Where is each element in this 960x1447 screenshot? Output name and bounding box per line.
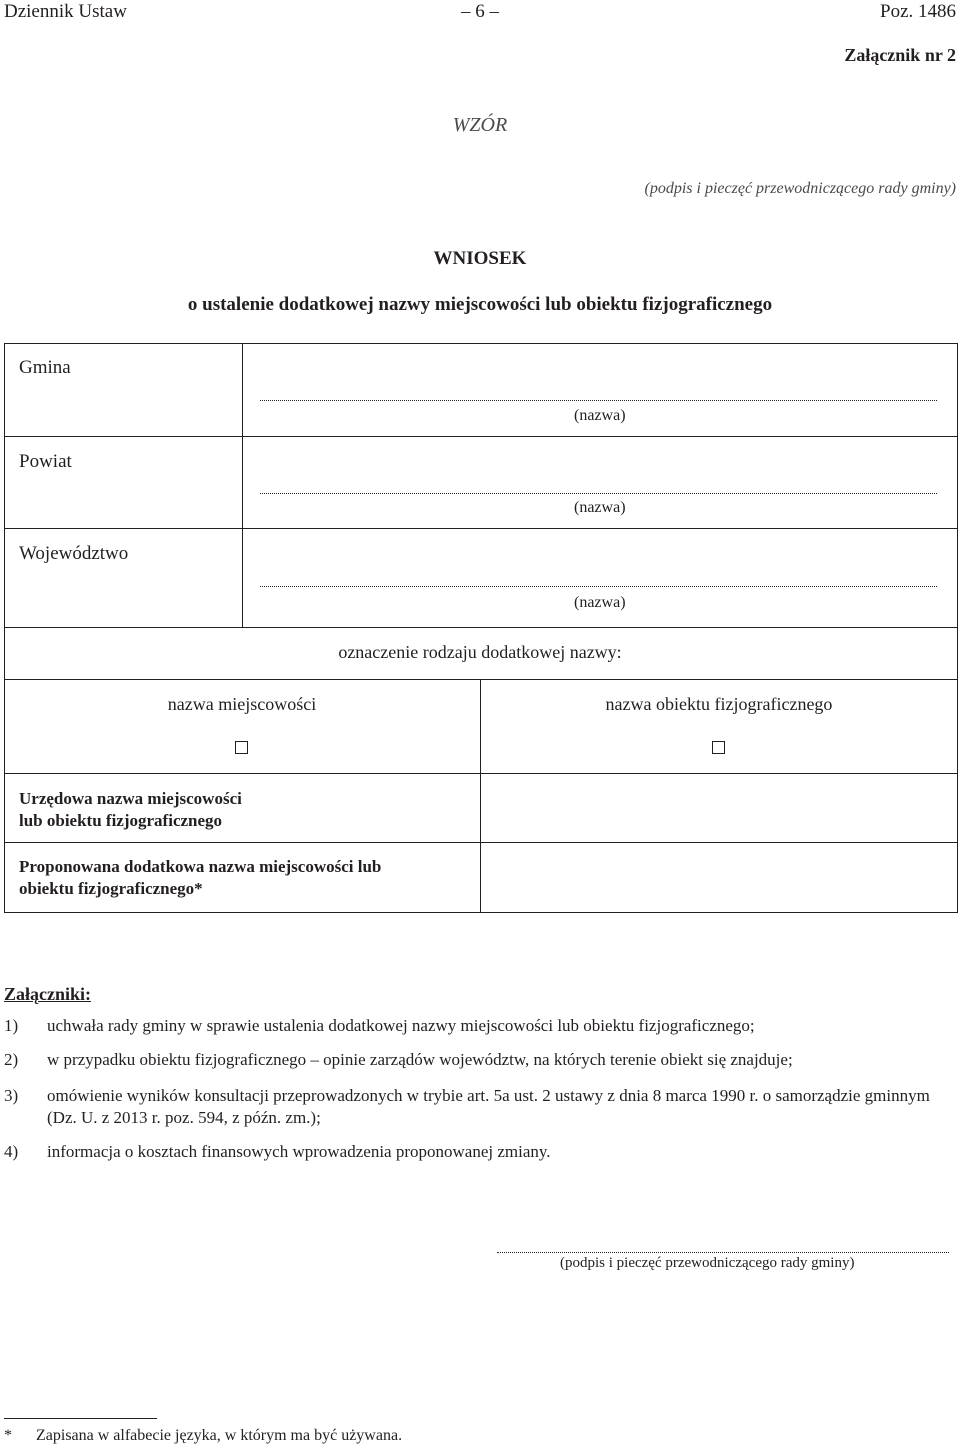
list-item-number: 4) (4, 1142, 19, 1161)
list-item (4, 1049, 956, 1073)
list-item-text: omówienie wyników konsultacji przeprowadzonych w trybie art. 5a ust. 2 ustawy z dnia 8 marca 1990 r. o samorządzie gminnym (Dz. U. z 2013 r. poz. 594, z późn. zm.); (47, 1086, 930, 1127)
signature-line[interactable] (497, 1252, 949, 1253)
template-label: WZÓR (452, 114, 508, 136)
row-line (4, 773, 958, 774)
gmina-hint: (nazwa) (574, 407, 626, 424)
official-name-line2: lub obiektu fizjograficznego (19, 811, 223, 830)
document-subtitle: o ustalenie dodatkowej nazwy miejscowości lub obiektu fizjograficznego (187, 294, 773, 315)
proposed-name-line1: Proponowana dodatkowa nazwa miejscowości lub (19, 857, 382, 876)
footnote-mark: * (4, 1427, 12, 1444)
type-locality-checkbox[interactable] (235, 741, 248, 754)
row-line (4, 436, 958, 437)
official-name-line1: Urzędowa nazwa miejscowości (19, 789, 242, 808)
gmina-name-field[interactable] (260, 400, 937, 401)
name-type-header: oznaczenie rodzaju dodatkowej nazwy: (338, 642, 622, 662)
row-line (4, 679, 958, 680)
proposed-name-line2: obiektu fizjograficznego* (19, 879, 203, 898)
list-item (4, 1085, 956, 1131)
type-option-locality-label: nazwa miejscowości (167, 694, 317, 714)
list-item-text: w przypadku obiektu fizjograficznego – opinie zarządów województw, na których terenie obiekt się znajduje; (47, 1050, 793, 1069)
wojewodztwo-hint: (nazwa) (574, 594, 626, 611)
powiat-label: Powiat (19, 451, 72, 472)
type-physiographic-checkbox[interactable] (712, 741, 725, 754)
proposed-name-field[interactable] (484, 846, 954, 910)
row-line (4, 842, 958, 843)
position-number: Poz. 1486 (880, 1, 956, 22)
gmina-label: Gmina (19, 357, 71, 378)
official-name-label (19, 788, 242, 832)
signature-caption: (podpis i pieczęć przewodniczącego rady gminy) (560, 1255, 855, 1271)
list-item-text: informacja o kosztach finansowych wprowadzenia proponowanej zmiany. (47, 1142, 551, 1161)
type-option-physiographic-label: nazwa obiektu fizjograficznego (605, 694, 833, 714)
list-item-text: uchwała rady gminy w sprawie ustalenia dodatkowej nazwy miejscowości lub obiektu fizjograficznego; (47, 1016, 755, 1035)
wojewodztwo-name-field[interactable] (260, 586, 937, 587)
stamp-caption: (podpis i pieczęć przewodniczącego rady gminy) (644, 180, 956, 197)
row-line (4, 627, 958, 628)
list-item (4, 1141, 956, 1165)
footnote-text: Zapisana w alfabecie języka, w którym ma być używana. (36, 1427, 403, 1444)
powiat-name-field[interactable] (260, 493, 937, 494)
page-number: – 6 – (461, 1, 499, 22)
list-item-number: 2) (4, 1050, 19, 1069)
row-line (4, 528, 958, 529)
powiat-hint: (nazwa) (574, 499, 626, 516)
wojewodztwo-label: Województwo (19, 543, 129, 564)
proposed-name-label (19, 856, 381, 900)
annex-label: Załącznik nr 2 (844, 45, 956, 65)
document-title: WNIOSEK (433, 248, 527, 269)
list-item (4, 1015, 956, 1039)
form-divider-top (242, 343, 243, 628)
journal-title: Dziennik Ustaw (4, 1, 127, 22)
attachments-heading: Załączniki: (4, 984, 92, 1004)
list-item-number: 3) (4, 1086, 19, 1105)
official-name-field[interactable] (484, 777, 954, 839)
list-item-number: 1) (4, 1016, 19, 1035)
footnote-rule (4, 1418, 157, 1419)
